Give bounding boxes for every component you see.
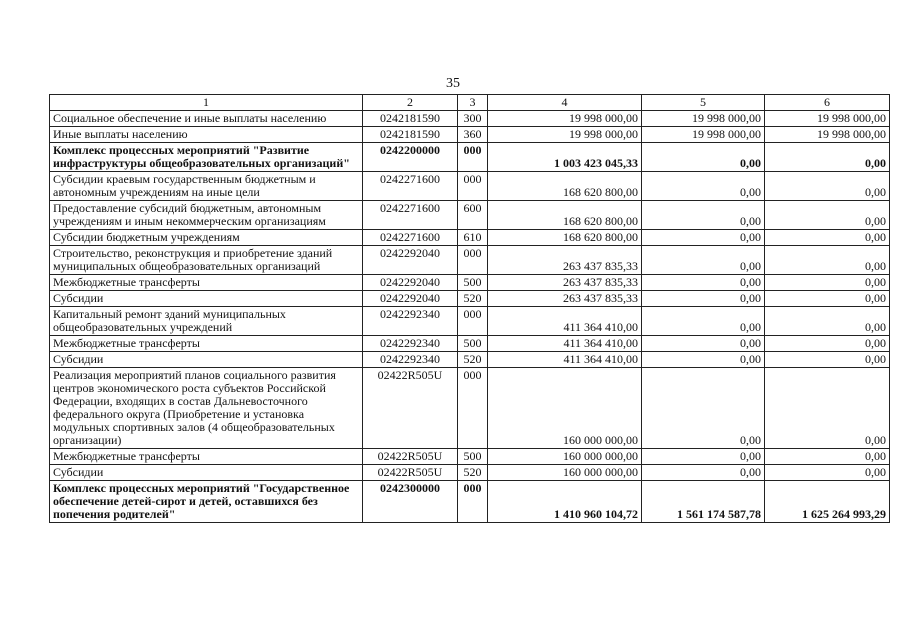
row-amount-6-cell: 0,00: [765, 246, 890, 275]
row-expense-type-cell: 500: [458, 449, 488, 465]
row-name-cell: Субсидии: [50, 291, 363, 307]
row-amount-4-cell: 19 998 000,00: [488, 127, 642, 143]
row-amount-6-cell: 0,00: [765, 172, 890, 201]
row-name-cell: Межбюджетные трансферты: [50, 275, 363, 291]
row-amount-5-cell: 0,00: [642, 352, 765, 368]
row-name-cell: Комплекс процессных мероприятий "Государственное обеспечение детей-сирот и детей, оставшихся без попечения родителей": [50, 481, 363, 523]
row-code-cell: 0242292040: [363, 291, 458, 307]
row-expense-type-cell: 000: [458, 307, 488, 336]
table-row: [50, 465, 890, 481]
row-amount-6-cell: 19 998 000,00: [765, 111, 890, 127]
table-row: [50, 336, 890, 352]
row-amount-4-cell: 160 000 000,00: [488, 449, 642, 465]
row-amount-6-cell: 0,00: [765, 368, 890, 449]
row-amount-5-cell: 19 998 000,00: [642, 127, 765, 143]
row-expense-type-cell: 000: [458, 246, 488, 275]
header-cell: 1: [50, 95, 363, 111]
row-name-cell: Социальное обеспечение и иные выплаты населению: [50, 111, 363, 127]
row-expense-type-cell: 500: [458, 336, 488, 352]
row-name-cell: Комплекс процессных мероприятий "Развитие инфраструктуры общеобразовательных организаций": [50, 143, 363, 172]
row-expense-type-cell: 520: [458, 352, 488, 368]
row-amount-5-cell: 0,00: [642, 307, 765, 336]
header-row: [50, 95, 890, 111]
table-row: [50, 230, 890, 246]
row-code-cell: 02422R505U: [363, 449, 458, 465]
row-code-cell: 0242292040: [363, 275, 458, 291]
row-amount-5-cell: 0,00: [642, 336, 765, 352]
row-name-cell: Иные выплаты населению: [50, 127, 363, 143]
row-amount-5-cell: 0,00: [642, 275, 765, 291]
row-amount-5-cell: 0,00: [642, 230, 765, 246]
row-code-cell: 0242271600: [363, 201, 458, 230]
row-amount-4-cell: 411 364 410,00: [488, 336, 642, 352]
row-amount-5-cell: 1 561 174 587,78: [642, 481, 765, 523]
row-amount-4-cell: 19 998 000,00: [488, 111, 642, 127]
row-amount-5-cell: 0,00: [642, 368, 765, 449]
row-code-cell: 0242292040: [363, 246, 458, 275]
row-amount-4-cell: 411 364 410,00: [488, 352, 642, 368]
table-row: [50, 111, 890, 127]
row-amount-5-cell: 0,00: [642, 172, 765, 201]
table-row: [50, 127, 890, 143]
row-amount-6-cell: 1 625 264 993,29: [765, 481, 890, 523]
row-amount-6-cell: 0,00: [765, 230, 890, 246]
table-row: [50, 246, 890, 275]
row-amount-5-cell: 0,00: [642, 143, 765, 172]
budget-table: [49, 94, 890, 523]
row-amount-6-cell: 0,00: [765, 201, 890, 230]
row-amount-5-cell: 0,00: [642, 465, 765, 481]
row-expense-type-cell: 360: [458, 127, 488, 143]
row-expense-type-cell: 000: [458, 143, 488, 172]
row-name-cell: Межбюджетные трансферты: [50, 449, 363, 465]
header-cell: 3: [458, 95, 488, 111]
row-expense-type-cell: 000: [458, 481, 488, 523]
row-amount-5-cell: 19 998 000,00: [642, 111, 765, 127]
row-name-cell: Строительство, реконструкция и приобретение зданий муниципальных общеобразовательных организаций: [50, 246, 363, 275]
table-row: [50, 449, 890, 465]
row-code-cell: 0242292340: [363, 352, 458, 368]
row-expense-type-cell: 600: [458, 201, 488, 230]
row-amount-6-cell: 0,00: [765, 336, 890, 352]
row-expense-type-cell: 000: [458, 172, 488, 201]
row-amount-4-cell: 263 437 835,33: [488, 275, 642, 291]
row-amount-6-cell: 0,00: [765, 275, 890, 291]
row-code-cell: 02422R505U: [363, 465, 458, 481]
row-amount-4-cell: 263 437 835,33: [488, 246, 642, 275]
table-row: [50, 172, 890, 201]
row-amount-5-cell: 0,00: [642, 246, 765, 275]
row-amount-6-cell: 19 998 000,00: [765, 127, 890, 143]
row-code-cell: 0242300000: [363, 481, 458, 523]
row-amount-4-cell: 160 000 000,00: [488, 465, 642, 481]
row-expense-type-cell: 610: [458, 230, 488, 246]
row-amount-5-cell: 0,00: [642, 201, 765, 230]
row-amount-4-cell: 411 364 410,00: [488, 307, 642, 336]
row-amount-6-cell: 0,00: [765, 352, 890, 368]
page-number: 35: [446, 76, 460, 91]
row-amount-6-cell: 0,00: [765, 307, 890, 336]
row-code-cell: 0242181590: [363, 127, 458, 143]
row-name-cell: Капитальный ремонт зданий муниципальных общеобразовательных учреждений: [50, 307, 363, 336]
row-expense-type-cell: 300: [458, 111, 488, 127]
row-amount-6-cell: 0,00: [765, 449, 890, 465]
table-row: [50, 368, 890, 449]
row-code-cell: 0242271600: [363, 172, 458, 201]
table-row: [50, 291, 890, 307]
row-amount-6-cell: 0,00: [765, 143, 890, 172]
row-name-cell: Субсидии: [50, 465, 363, 481]
row-amount-6-cell: 0,00: [765, 465, 890, 481]
row-code-cell: 0242292340: [363, 336, 458, 352]
row-code-cell: 0242271600: [363, 230, 458, 246]
row-code-cell: 02422R505U: [363, 368, 458, 449]
header-cell: 2: [363, 95, 458, 111]
row-expense-type-cell: 000: [458, 368, 488, 449]
header-cell: 4: [488, 95, 642, 111]
header-cell: 6: [765, 95, 890, 111]
row-name-cell: Предоставление субсидий бюджетным, автономным учреждениям и иным некоммерческим организациям: [50, 201, 363, 230]
row-expense-type-cell: 520: [458, 465, 488, 481]
row-name-cell: Субсидии краевым государственным бюджетным и автономным учреждениям на иные цели: [50, 172, 363, 201]
row-amount-5-cell: 0,00: [642, 291, 765, 307]
row-amount-4-cell: 1 410 960 104,72: [488, 481, 642, 523]
row-name-cell: Межбюджетные трансферты: [50, 336, 363, 352]
row-amount-5-cell: 0,00: [642, 449, 765, 465]
table-row: [50, 275, 890, 291]
table-row: [50, 481, 890, 523]
row-amount-4-cell: 168 620 800,00: [488, 201, 642, 230]
row-amount-4-cell: 160 000 000,00: [488, 368, 642, 449]
row-amount-4-cell: 263 437 835,33: [488, 291, 642, 307]
row-code-cell: 0242181590: [363, 111, 458, 127]
row-code-cell: 0242200000: [363, 143, 458, 172]
header-cell: 5: [642, 95, 765, 111]
row-code-cell: 0242292340: [363, 307, 458, 336]
row-amount-4-cell: 168 620 800,00: [488, 230, 642, 246]
row-name-cell: Субсидии: [50, 352, 363, 368]
row-name-cell: Субсидии бюджетным учреждениям: [50, 230, 363, 246]
table-row: [50, 143, 890, 172]
table-row: [50, 307, 890, 336]
table-row: [50, 201, 890, 230]
row-amount-4-cell: 168 620 800,00: [488, 172, 642, 201]
row-expense-type-cell: 520: [458, 291, 488, 307]
row-name-cell: Реализация мероприятий планов социального развития центров экономического роста субъектов Российской Федерации, входящих в состав Дальневосточного федерального округа (Приобретение и установка модульных спортивных залов (4 общеобразовательных организации): [50, 368, 363, 449]
table-row: [50, 352, 890, 368]
row-expense-type-cell: 500: [458, 275, 488, 291]
row-amount-4-cell: 1 003 423 045,33: [488, 143, 642, 172]
row-amount-6-cell: 0,00: [765, 291, 890, 307]
